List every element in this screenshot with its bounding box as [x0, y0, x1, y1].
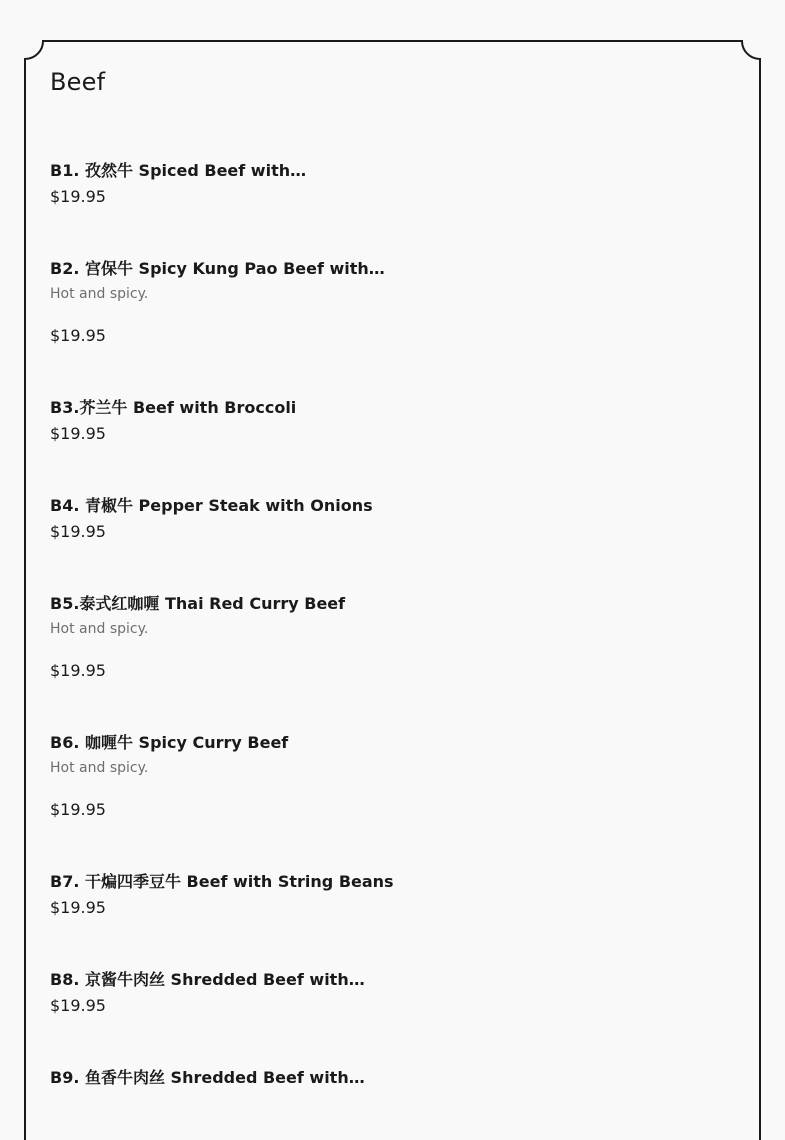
- menu-item-name[interactable]: B7. 干煸四季豆牛 Beef with String Beans: [50, 872, 394, 891]
- menu-item-name[interactable]: B1. 孜然牛 Spiced Beef with…: [50, 161, 307, 180]
- menu-item-name[interactable]: B9. 鱼香牛肉丝 Shredded Beef with…: [50, 1068, 365, 1087]
- menu-item-name[interactable]: B4. 青椒牛 Pepper Steak with Onions: [50, 496, 373, 515]
- menu-item-price: $19.95: [50, 800, 106, 819]
- menu-item[interactable]: [50, 494, 740, 544]
- menu-item-price: $19.95: [50, 996, 106, 1015]
- menu-item-list: [50, 159, 740, 1138]
- menu-item-name[interactable]: B5.泰式红咖喱 Thai Red Curry Beef: [50, 594, 346, 613]
- menu-item[interactable]: [50, 592, 740, 683]
- menu-item-description: Hot and spicy.: [50, 286, 149, 302]
- menu-item[interactable]: [50, 159, 740, 209]
- section-title: Beef: [50, 68, 106, 96]
- menu-item[interactable]: [50, 257, 740, 348]
- menu-item[interactable]: [50, 1066, 740, 1090]
- menu-item[interactable]: [50, 870, 740, 920]
- menu-item[interactable]: [50, 396, 740, 446]
- menu-item-name[interactable]: B8. 京酱牛肉丝 Shredded Beef with…: [50, 970, 365, 989]
- menu-item[interactable]: [50, 731, 740, 822]
- menu-item-price: $19.95: [50, 898, 106, 917]
- menu-item-price: $19.95: [50, 187, 106, 206]
- menu-item-price: $19.95: [50, 522, 106, 541]
- menu-item-name[interactable]: B6. 咖喱牛 Spicy Curry Beef: [50, 733, 289, 752]
- menu-item-name[interactable]: B2. 宫保牛 Spicy Kung Pao Beef with…: [50, 259, 385, 278]
- menu-item[interactable]: [50, 968, 740, 1018]
- menu-section-card: [24, 40, 761, 1140]
- menu-item-price: $19.95: [50, 661, 106, 680]
- menu-item-price: $19.95: [50, 424, 106, 443]
- menu-item-price: $19.95: [50, 326, 106, 345]
- menu-item-description: Hot and spicy.: [50, 760, 149, 776]
- menu-item-description: Hot and spicy.: [50, 621, 149, 637]
- menu-item-name[interactable]: B3.芥兰牛 Beef with Broccoli: [50, 398, 297, 417]
